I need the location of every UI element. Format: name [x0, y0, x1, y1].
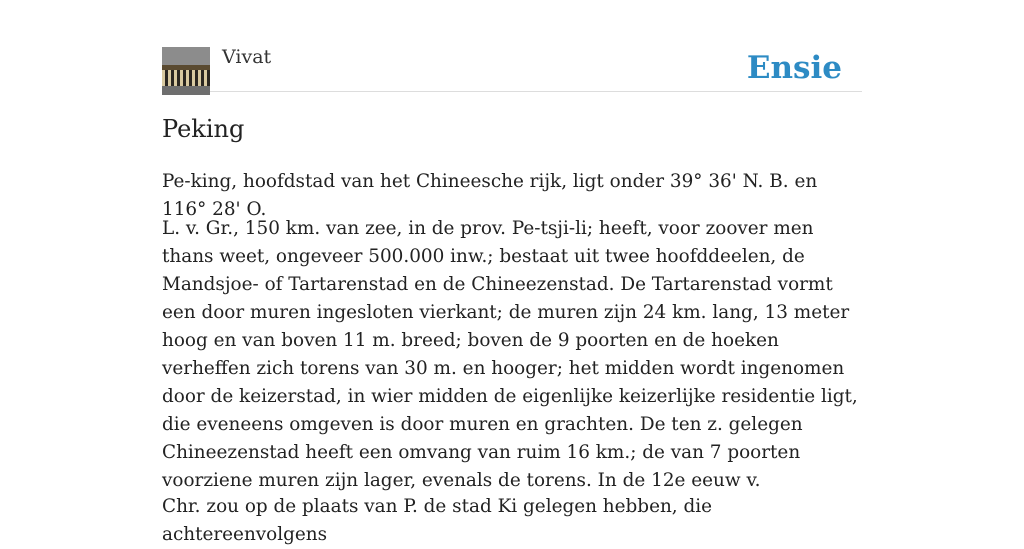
article-title: Peking: [162, 115, 245, 143]
article-paragraph: L. v. Gr., 150 km. van zee, in de prov. Pe-tsji-li; heeft, voor zoover men thans weet, ongeveer 500.000 inw.; bestaat uit twee hoofddeelen, de Mandsjoe- of Tartarenstad en de Chineezenstad. De Tartarenstad vormt een door muren ingesloten vierkant; de muren zijn 24 km. lang, 13 meter hoog en van boven 11 m. breed; boven de 9 poorten en de hoeken verheffen zich torens van 30 m. en hooger; het midden wordt ingenomen door de keizerstad, in wier midden de eigenlijke keizerlijke residentie ligt, die eveneens omgeven is door muren en grachten. De ten z. gelegen Chineezenstad heeft een omvang van ruim 16 km.; de van 7 poorten voorziene muren zijn lager, evenals de torens. In de 12e eeuw v.: [162, 218, 858, 491]
article-paragraph: Pe-king, hoofdstad van het Chineesche rijk, ligt onder 39° 36' N. B. en 116° 28' O.: [162, 171, 818, 220]
article-paragraph: Chr. zou op de plaats van P. de stad Ki gelegen hebben, die achtereenvolgens: [162, 496, 713, 545]
author-avatar[interactable]: [162, 47, 210, 95]
brand-logo[interactable]: Ensie: [746, 50, 842, 86]
avatar-pillars: [162, 70, 210, 86]
author-name[interactable]: Vivat: [222, 46, 272, 68]
article-header: [162, 0, 862, 92]
avatar-sky: [162, 47, 210, 66]
article-page: [162, 0, 862, 545]
avatar-ground: [162, 86, 210, 95]
